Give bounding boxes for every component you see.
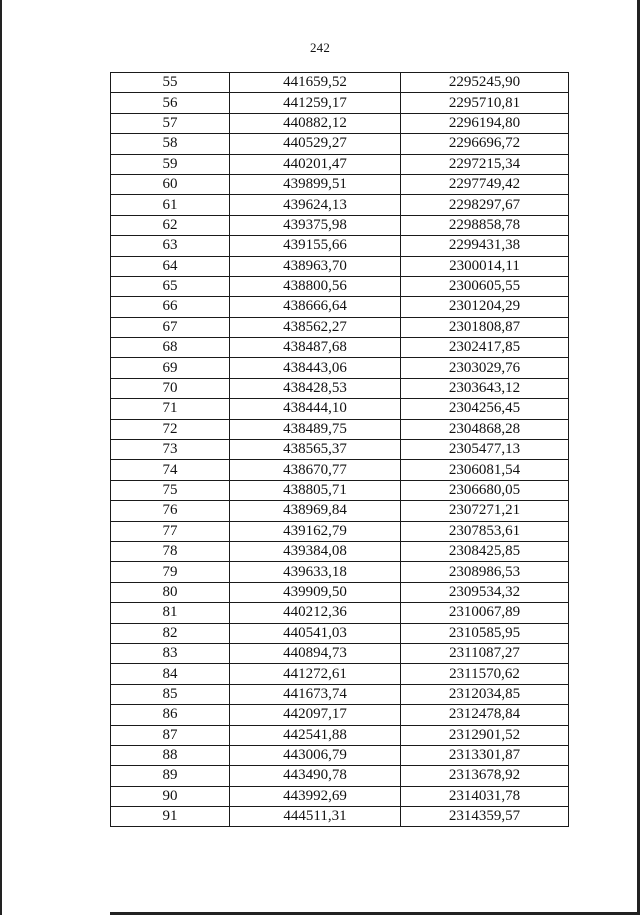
x-coordinate-cell: 438489,75	[230, 419, 401, 439]
y-coordinate-cell: 2298297,67	[401, 195, 569, 215]
point-number-cell: 55	[111, 73, 230, 93]
table-row	[111, 766, 569, 786]
coordinates-table-body	[111, 73, 569, 827]
point-number-cell: 71	[111, 399, 230, 419]
point-number-cell: 62	[111, 215, 230, 235]
table-row	[111, 276, 569, 296]
point-number-cell: 76	[111, 501, 230, 521]
point-number-cell: 58	[111, 134, 230, 154]
point-number-cell: 87	[111, 725, 230, 745]
point-number-cell: 78	[111, 541, 230, 561]
table-row	[111, 623, 569, 643]
y-coordinate-cell: 2296696,72	[401, 134, 569, 154]
point-number-cell: 70	[111, 378, 230, 398]
y-coordinate-cell: 2301808,87	[401, 317, 569, 337]
point-number-cell: 89	[111, 766, 230, 786]
table-row	[111, 684, 569, 704]
table-row	[111, 603, 569, 623]
y-coordinate-cell: 2295245,90	[401, 73, 569, 93]
y-coordinate-cell: 2306081,54	[401, 460, 569, 480]
point-number-cell: 61	[111, 195, 230, 215]
y-coordinate-cell: 2313678,92	[401, 766, 569, 786]
x-coordinate-cell: 443490,78	[230, 766, 401, 786]
point-number-cell: 64	[111, 256, 230, 276]
x-coordinate-cell: 440894,73	[230, 643, 401, 663]
x-coordinate-cell: 444511,31	[230, 807, 401, 827]
table-row	[111, 297, 569, 317]
table-row	[111, 215, 569, 235]
point-number-cell: 60	[111, 174, 230, 194]
point-number-cell: 59	[111, 154, 230, 174]
x-coordinate-cell: 438428,53	[230, 378, 401, 398]
y-coordinate-cell: 2300014,11	[401, 256, 569, 276]
table-row	[111, 338, 569, 358]
y-coordinate-cell: 2307853,61	[401, 521, 569, 541]
y-coordinate-cell: 2296194,80	[401, 113, 569, 133]
table-row	[111, 745, 569, 765]
table-row	[111, 419, 569, 439]
y-coordinate-cell: 2312034,85	[401, 684, 569, 704]
y-coordinate-cell: 2308986,53	[401, 562, 569, 582]
x-coordinate-cell: 438444,10	[230, 399, 401, 419]
y-coordinate-cell: 2312478,84	[401, 705, 569, 725]
x-coordinate-cell: 438562,27	[230, 317, 401, 337]
x-coordinate-cell: 440882,12	[230, 113, 401, 133]
x-coordinate-cell: 441673,74	[230, 684, 401, 704]
y-coordinate-cell: 2314031,78	[401, 786, 569, 806]
x-coordinate-cell: 441272,61	[230, 664, 401, 684]
point-number-cell: 65	[111, 276, 230, 296]
point-number-cell: 75	[111, 480, 230, 500]
y-coordinate-cell: 2305477,13	[401, 440, 569, 460]
table-row	[111, 664, 569, 684]
point-number-cell: 72	[111, 419, 230, 439]
y-coordinate-cell: 2295710,81	[401, 93, 569, 113]
y-coordinate-cell: 2303029,76	[401, 358, 569, 378]
y-coordinate-cell: 2297215,34	[401, 154, 569, 174]
x-coordinate-cell: 440529,27	[230, 134, 401, 154]
y-coordinate-cell: 2304256,45	[401, 399, 569, 419]
table-row	[111, 541, 569, 561]
point-number-cell: 57	[111, 113, 230, 133]
point-number-cell: 86	[111, 705, 230, 725]
x-coordinate-cell: 442097,17	[230, 705, 401, 725]
table-row	[111, 399, 569, 419]
y-coordinate-cell: 2297749,42	[401, 174, 569, 194]
y-coordinate-cell: 2304868,28	[401, 419, 569, 439]
x-coordinate-cell: 438443,06	[230, 358, 401, 378]
x-coordinate-cell: 438805,71	[230, 480, 401, 500]
point-number-cell: 84	[111, 664, 230, 684]
x-coordinate-cell: 438963,70	[230, 256, 401, 276]
table-row	[111, 501, 569, 521]
point-number-cell: 69	[111, 358, 230, 378]
point-number-cell: 79	[111, 562, 230, 582]
page-number: 242	[309, 40, 331, 55]
y-coordinate-cell: 2312901,52	[401, 725, 569, 745]
x-coordinate-cell: 439155,66	[230, 236, 401, 256]
x-coordinate-cell: 443992,69	[230, 786, 401, 806]
y-coordinate-cell: 2310585,95	[401, 623, 569, 643]
point-number-cell: 88	[111, 745, 230, 765]
table-row	[111, 807, 569, 827]
y-coordinate-cell: 2308425,85	[401, 541, 569, 561]
x-coordinate-cell: 438800,56	[230, 276, 401, 296]
y-coordinate-cell: 2306680,05	[401, 480, 569, 500]
point-number-cell: 81	[111, 603, 230, 623]
table-row	[111, 154, 569, 174]
x-coordinate-cell: 440212,36	[230, 603, 401, 623]
table-row	[111, 134, 569, 154]
table-row	[111, 236, 569, 256]
y-coordinate-cell: 2313301,87	[401, 745, 569, 765]
table-row	[111, 521, 569, 541]
y-coordinate-cell: 2302417,85	[401, 338, 569, 358]
x-coordinate-cell: 438565,37	[230, 440, 401, 460]
y-coordinate-cell: 2300605,55	[401, 276, 569, 296]
x-coordinate-cell: 439624,13	[230, 195, 401, 215]
table-row	[111, 317, 569, 337]
table-row	[111, 113, 569, 133]
table-row	[111, 480, 569, 500]
x-coordinate-cell: 439375,98	[230, 215, 401, 235]
x-coordinate-cell: 438666,64	[230, 297, 401, 317]
point-number-cell: 68	[111, 338, 230, 358]
point-number-cell: 63	[111, 236, 230, 256]
x-coordinate-cell: 438670,77	[230, 460, 401, 480]
x-coordinate-cell: 439899,51	[230, 174, 401, 194]
y-coordinate-cell: 2303643,12	[401, 378, 569, 398]
x-coordinate-cell: 441259,17	[230, 93, 401, 113]
x-coordinate-cell: 443006,79	[230, 745, 401, 765]
scan-edge-left	[0, 0, 2, 915]
point-number-cell: 85	[111, 684, 230, 704]
y-coordinate-cell: 2298858,78	[401, 215, 569, 235]
point-number-cell: 83	[111, 643, 230, 663]
point-number-cell: 66	[111, 297, 230, 317]
x-coordinate-cell: 439384,08	[230, 541, 401, 561]
y-coordinate-cell: 2301204,29	[401, 297, 569, 317]
point-number-cell: 91	[111, 807, 230, 827]
x-coordinate-cell: 442541,88	[230, 725, 401, 745]
y-coordinate-cell: 2299431,38	[401, 236, 569, 256]
point-number-cell: 73	[111, 440, 230, 460]
x-coordinate-cell: 439633,18	[230, 562, 401, 582]
y-coordinate-cell: 2311087,27	[401, 643, 569, 663]
point-number-cell: 90	[111, 786, 230, 806]
coordinates-table	[110, 72, 569, 827]
table-row	[111, 705, 569, 725]
table-row	[111, 256, 569, 276]
table-row	[111, 440, 569, 460]
x-coordinate-cell: 439162,79	[230, 521, 401, 541]
table-row	[111, 460, 569, 480]
point-number-cell: 56	[111, 93, 230, 113]
y-coordinate-cell: 2314359,57	[401, 807, 569, 827]
x-coordinate-cell: 439909,50	[230, 582, 401, 602]
point-number-cell: 80	[111, 582, 230, 602]
table-row	[111, 582, 569, 602]
table-row	[111, 195, 569, 215]
y-coordinate-cell: 2307271,21	[401, 501, 569, 521]
y-coordinate-cell: 2311570,62	[401, 664, 569, 684]
point-number-cell: 74	[111, 460, 230, 480]
point-number-cell: 77	[111, 521, 230, 541]
table-row	[111, 358, 569, 378]
x-coordinate-cell: 438487,68	[230, 338, 401, 358]
table-row	[111, 174, 569, 194]
x-coordinate-cell: 438969,84	[230, 501, 401, 521]
table-row	[111, 93, 569, 113]
table-row	[111, 786, 569, 806]
table-row	[111, 562, 569, 582]
table-row	[111, 725, 569, 745]
y-coordinate-cell: 2309534,32	[401, 582, 569, 602]
table-row	[111, 73, 569, 93]
table-row	[111, 643, 569, 663]
table-row	[111, 378, 569, 398]
x-coordinate-cell: 440201,47	[230, 154, 401, 174]
y-coordinate-cell: 2310067,89	[401, 603, 569, 623]
point-number-cell: 82	[111, 623, 230, 643]
x-coordinate-cell: 440541,03	[230, 623, 401, 643]
point-number-cell: 67	[111, 317, 230, 337]
x-coordinate-cell: 441659,52	[230, 73, 401, 93]
